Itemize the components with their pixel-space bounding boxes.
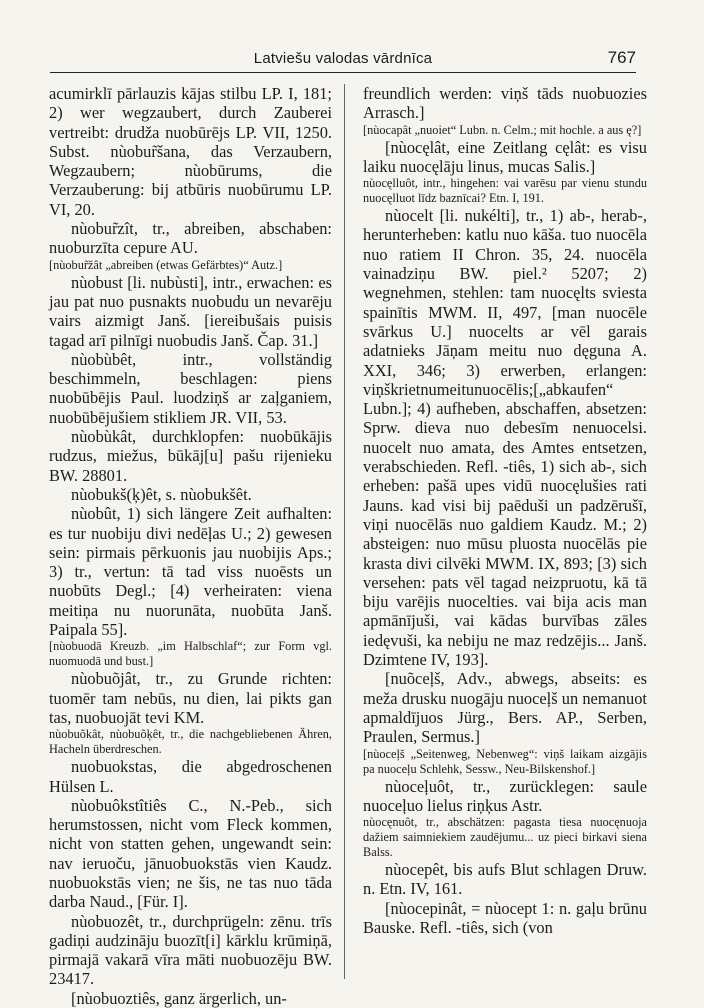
dictionary-entry: nùocęlluôt, intr., hingehen: vai varēsu par vienu stundu nuocęlluot līdz baznīcai? Etn. I, 191. xyxy=(363,176,647,206)
dictionary-entry: [nùocapât „nuoiet“ Lubn. n. Celm.; mit hochle. a aus ę?] xyxy=(363,122,642,137)
dictionary-entry: freundlich werden: viņš tāds nuobuozies Arrasch.] xyxy=(363,84,647,123)
dictionary-entry: nùobùbêt, intr., vollständig beschimmeln, beschlagen: piens nuobūbējis Paul. luodziņš ar zaļganiem, nuobūbējušiem stikliem JR. VII, 53. xyxy=(49,349,332,427)
dictionary-entry: nùocęnuôt, tr., abschätzen: pagasta tiesa nuocęnuoja dažiem saimniekiem zaudējumu... uz pieci birkavi siena Balss. xyxy=(363,815,647,860)
dictionary-entry: [nùobur̃žât „abreiben (etwas Gefärbtes)“ Autz.] xyxy=(49,257,283,272)
page-header xyxy=(50,42,636,73)
dictionary-entry: [nùocepinât, = nùocept 1: n. gaļu brūnu Bauske. Refl. -tiês, sich (von xyxy=(363,898,647,937)
dictionary-entry: nùobût, 1) sich längere Zeit aufhalten: es tur nuobiju divi nedēļas U.; 2) gewesen sein: pirmais pērkuonis jau nuobijis Aps.; 3) tr., vertun: tā tad viss nuoēsts un nuobūts Degl.; [4) verheiraten: viena meitiņa nu nuorunāta, nuobūta Janš. Paipala 55]. xyxy=(49,504,332,640)
left-column xyxy=(49,84,332,1008)
column-divider xyxy=(344,84,345,979)
running-title: Latviešu valodas vārdnīca xyxy=(253,50,433,67)
dictionary-entry: nùobuõkât, nùobuõķêt, tr., die nachgebliebenen Ähren, Hacheln überdreschen. xyxy=(49,727,332,757)
dictionary-entry: nùobuôkstîtiês C., N.-Peb., sich herumstossen, nicht vom Fleck kommen, nicht von statten gehen, ungewandt sein: nav ieruoču, jānuobuokstās vien Kaudz. nuobuokstās vien; ne šis, ne tas nuo tāda darba Naud., [Für. I]. xyxy=(49,795,332,912)
right-column xyxy=(363,84,647,984)
dictionary-entry: [nùoceļš „Seitenweg, Nebenweg“: viņš laikam aizgājis pa nuoceļu Schlehk, Sessw., Neu-Bilskenshof.] xyxy=(363,746,647,776)
dictionary-entry: nùoceļuôt, tr., zurücklegen: saule nuoceļuo lielus riņķus Astr. xyxy=(363,776,647,815)
dictionary-entry: nùocelt [li. nukélti], tr., 1) ab-, herab-, herunterheben: katlu nuo kāša. tuo nuocēla nuo ratiem II Chron. 35, 24. nuocēla vainadziņu BW. piel.² 5207; 2) wegnehmen, stehlen: tam nuocęlts sviesta spainītis MWM. II, 497, [man nuocēle svārkus U.] nuocelts ar vēl garais adatnieks Jāņam meitu nuo dęguna A. XXI, 346; 3) erwerben, erlangen: viņškrietnumeitunuocēlis;[„abkaufen“ Lubn.]; 4) aufheben, abschaffen, absetzen: Sprw. dieva nuo debesīm nenuocelsi. nuocelt nuo amata, des Amtes entsetzen, verabschieden. Refl. -tiês, 1) sich ab-, sich erheben: pašā upes vidū nuocęlušies rati Jauns. kad visi bij paēduši un padzērušī, viņi nuocēlās nuo galdiem Kaudz. M.; 2) absteigen: nuo mūsu pluosta nuocēlās pie krasta divi cilvēki MWM. IX, 893; [3) sich versehen: pats vēl tagad neizpruotu, kā tā biju varējis nuocelties. vai bija acis man apmānījuši, vai kādas burvības zāles iedęvuši, ka nebiju ne maz redzējis... Janš. Dzimtene IV, 193]. xyxy=(363,206,647,670)
dictionary-entry: nùobur̃zît, tr., abreiben, abschaben: nuoburzīta cepure AU. xyxy=(49,219,332,258)
dictionary-entry: acumirklī pārlauzis kājas stilbu LP. I, 181; 2) wer wegzaubert, durch Zauberei vertreibt: drudža nuobūrējs LP. VII, 1250. Subst. nùobur̃šana, das Verzaubern, Wegzaubern; nùobūrums, die Verzauberung: bij atbūris nuobūrumu LP. VI, 20. xyxy=(49,84,332,219)
dictionary-entry: [nuõceļš, Adv., abwegs, abseits: es meža drusku nuogāju nuoceļš un nemanuot apmaldījuos Jürg., Bers. AP., Serben, Praulen, Sermus.] xyxy=(363,669,647,747)
dictionary-entry: nùobuozêt, tr., durchprügeln: zēnu. trīs gadiņi audzināju buozīt[i] kārklu krūmiņā, pirmajā vakarā vīra māti nuobuozēju BW. 23417. xyxy=(49,911,332,989)
dictionary-entry: nùobust [li. nubùsti], intr., erwachen: es jau pat nuo pusnakts nuobudu un nevarēju vairs aizmigt Janš. [iereibušais puisis tagad arī pilnīgi nuobudis Janš. Čap. 31.] xyxy=(49,272,332,350)
dictionary-entry: nùobùkât, durchklopfen: nuobūkājis rudzus, miežus, būkāj[u] pašu rijenieku BW. 28801. xyxy=(49,427,332,485)
dictionary-entry: nùobuõjât, tr., zu Grunde richten: tuomēr tam nebūs, nu dien, lai pikts gan tas, nuobuojāt tevi KM. xyxy=(49,669,332,727)
page-number: 767 xyxy=(607,48,636,67)
dictionary-entry: [nùocęlât, eine Zeitlang cęlât: es visu laiku nuocęlāju linus, mucas Salis.] xyxy=(363,137,647,176)
dictionary-entry: [nùobuoztiês, ganz ärgerlich, un- xyxy=(71,988,287,1008)
dictionary-entry: nuobuokstas, die abgedroschenen Hülsen L. xyxy=(49,757,332,796)
dictionary-entry: nùobukš(ķ)êt, s. nùobukšêt. xyxy=(71,484,252,504)
dictionary-entry: [nùobuodā Kreuzb. „im Halbschlaf“; zur Form vgl. nuomuodā und bust.] xyxy=(49,639,332,669)
dictionary-entry: nùocepêt, bis aufs Blut schlagen Druw. n. Etn. IV, 161. xyxy=(363,860,647,899)
